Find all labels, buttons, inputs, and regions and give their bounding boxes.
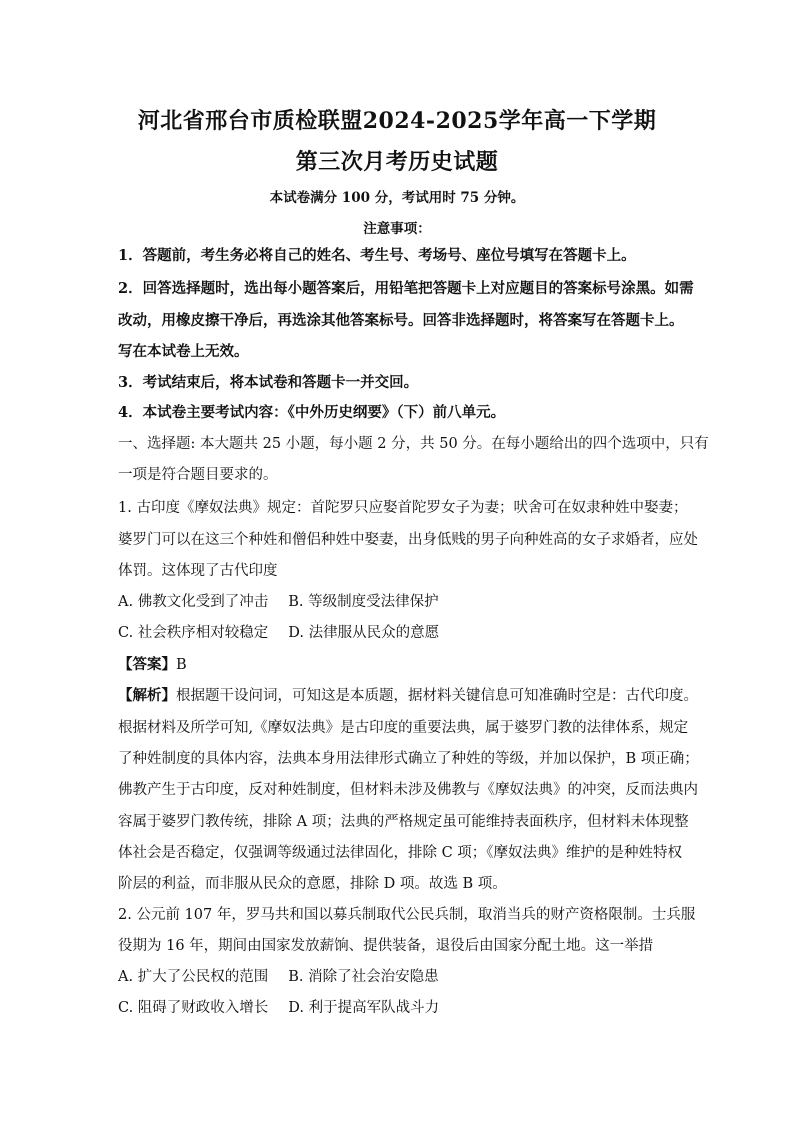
question-1-analysis [118,686,698,706]
question-2-options-row [118,967,688,987]
option-a: A. 扩大了公民权的范围 [118,969,269,985]
question-1-options-row [118,592,688,612]
question-2-options-row [118,998,688,1018]
option-d: D. 利于提高军队战斗力 [288,1000,440,1016]
option-b: B. 消除了社会治安隐患 [288,969,439,985]
analysis-label: 【解析】 [118,687,176,704]
section-heading-cont: 一项是符合题目要求的。 [118,467,278,483]
answer-label: 【答案】 [118,656,176,673]
instruction-item: 1．答题前，考生务必将自己的姓名、考生号、考场号、座位号填写在答题卡上。 [118,247,636,264]
page-title: 河北省邢台市质检联盟2024-2025学年高一下学期 [137,108,657,134]
analysis-line: 佛教产生于古印度，反对种姓制度，但材料未涉及佛教与《摩奴法典》的冲突，反而法典内 [118,782,698,798]
exam-info: 本试卷满分 100 分，考试用时 75 分钟。 [269,190,525,206]
instruction-item: 写在本试卷上无效。 [118,343,249,360]
analysis-line: 了种姓制度的具体内容，法典本身用法律形式确立了种姓的等级，并加以保护，B 项正确； [118,751,699,767]
analysis-line: 容属于婆罗门教传统，排除 A 项；法典的严格规定虽可能维持表面秩序，但材料未体现整 [118,814,689,830]
question-1-options-row [118,623,688,643]
question-2-stem: 2. 公元前 107 年，罗马共和国以募兵制取代公民兵制，取消当兵的财产资格限制。士兵服 [118,907,696,923]
option-c: C. 阻碍了财政收入增长 [118,1000,269,1016]
instruction-item: 2．回答选择题时，选出每小题答案后，用铅笔把答题卡上对应题目的答案标号涂黑。如需 [118,280,694,297]
question-1-stem: 体罚。这体现了古代印度 [118,563,278,579]
question-1-stem: 婆罗门可以在这三个种姓和僧侣种姓中娶妻，出身低贱的男子向种姓高的女子求婚者，应处 [118,532,698,548]
question-2-stem: 役期为 16 年，期间由国家发放薪饷、提供装备，退役后由国家分配土地。这一举措 [118,938,654,954]
answer-value: B [176,657,187,673]
instruction-item: 4．本试卷主要考试内容：《中外历史纲要》（下）前八单元。 [118,404,506,421]
notice-heading: 注意事项： [363,221,431,237]
option-c: C. 社会秩序相对较稳定 [118,625,269,641]
analysis-line: 阶层的利益，而非服从民众的意愿，排除 D 项。故选 B 项。 [118,876,507,892]
section-heading: 一、选择题: 本大题共 25 小题，每小题 2 分，共 50 分。在每小题给出的四个选项中，只有 [118,436,709,452]
option-a: A. 佛教文化受到了冲击 [118,594,269,610]
instruction-item: 3．考试结束后，将本试卷和答题卡一并交回。 [118,374,419,391]
analysis-line: 根据材料及所学可知,《摩奴法典》是古印度的重要法典，属于婆罗门教的法律体系，规定 [118,720,689,736]
instruction-item: 改动，用橡皮擦干净后，再选涂其他答案标号。回答非选择题时，将答案写在答题卡上。 [118,312,684,329]
question-1-stem: 1. 古印度《摩奴法典》规定：首陀罗只应娶首陀罗女子为妻；吠舍可在奴隶种姓中娶妻； [118,500,688,516]
question-1-answer [118,655,688,675]
option-b: B. 等级制度受法律保护 [288,594,439,610]
option-d: D. 法律服从民众的意愿 [288,625,440,641]
page-subtitle-title: 第三次月考历史试题 [295,149,499,175]
analysis-line: 体社会是否稳定，仅强调等级通过法律固化，排除 C 项；《摩奴法典》维护的是种姓特权 [118,845,683,861]
analysis-text: 根据题干设问词，可知这是本质题，据材料关键信息可知准确时空是：古代印度。 [176,688,698,704]
